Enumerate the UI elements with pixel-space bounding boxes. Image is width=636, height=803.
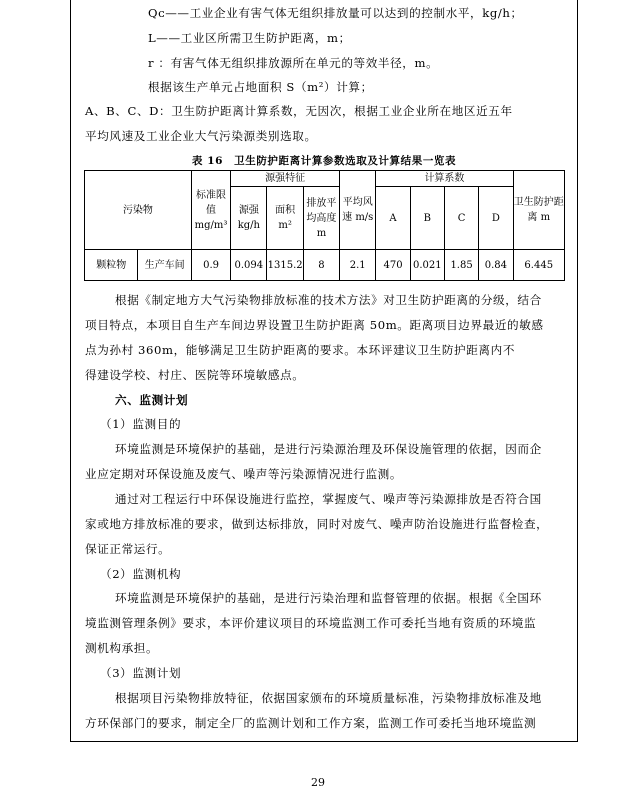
text-line: 测机构承担。 xyxy=(85,641,159,655)
text-line: A、B、C、D：卫生防护距离计算系数，无因次，根据工业企业所在地区近五年 xyxy=(85,104,513,118)
table-caption: 表 16 卫生防护距离计算参数选取及计算结果一览表 xyxy=(191,155,457,167)
cell-b: 0.021 xyxy=(410,250,444,281)
page-frame xyxy=(70,0,578,742)
text-line: 境监测管理条例》要求，本评价建议项目的环境监测工作可委托当地有资质的环境监 xyxy=(85,616,537,630)
text-line: 平均风速及工业企业大气污染源类别选取。 xyxy=(85,129,317,143)
header-strength: 源强 kg/h xyxy=(231,187,267,250)
header-area: 面积 m² xyxy=(267,187,303,250)
cell-height: 8 xyxy=(303,250,339,281)
header-wind: 平均风速 m/s xyxy=(340,171,376,250)
cell-wind: 2.1 xyxy=(340,250,376,281)
cell-dist: 6.445 xyxy=(513,250,565,281)
text-line: 保证正常运行。 xyxy=(85,542,171,556)
header-pollutant: 污染物 xyxy=(85,171,192,250)
text-line: 环境监测是环境保护的基础，是进行污染治理和监督管理的依据。根据《全国环 xyxy=(115,591,542,605)
cell-source: 生产车间 xyxy=(138,250,191,281)
text-line: 点为孙村 360m，能够满足卫生防护距离的要求。本环评建议卫生防护距离内不 xyxy=(85,343,516,357)
cell-std: 0.9 xyxy=(191,250,230,281)
text-line: 环境监测是环境保护的基础，是进行污染源治理及环保设施管理的依据，因而企 xyxy=(115,442,542,456)
header-a: A xyxy=(376,187,410,250)
text-line: L——工业区所需卫生防护距离，m； xyxy=(148,31,351,45)
text-line: r ：有害气体无组织排放源所在单元的等效半径，m。 xyxy=(148,56,439,70)
text-line: 得建设学校、村庄、医院等环境敏感点。 xyxy=(85,368,305,382)
header-coef: 计算系数 xyxy=(376,171,513,187)
text-line: 业应定期对环保设施及废气、噪声等污染源情况进行监测。 xyxy=(85,467,403,481)
text-line: 根据《制定地方大气污染物排放标准的技术方法》对卫生防护距离的分级，结合 xyxy=(115,293,542,307)
cell-area: 1315.2 xyxy=(267,250,303,281)
subsection-heading: （2）监测机构 xyxy=(100,567,182,581)
text-line: 根据该生产单元占地面积 S（m²）计算； xyxy=(148,80,373,94)
table-row xyxy=(85,250,565,281)
header-height: 排放平均高度 m xyxy=(303,187,339,250)
header-std: 标准限值 mg/m³ xyxy=(191,171,230,250)
text-line: 根据项目污染物排放特征，依据国家颁布的环境质量标准，污染物排放标准及地 xyxy=(115,691,542,705)
cell-strength: 0.094 xyxy=(231,250,267,281)
text-line: 方环保部门的要求，制定全厂的监测计划和工作方案，监测工作可委托当地环境监测 xyxy=(85,716,537,730)
cell-pollutant: 颗粒物 xyxy=(85,250,138,281)
header-c: C xyxy=(444,187,478,250)
page-number: 29 xyxy=(311,776,325,789)
text-line: 项目特点，本项目自生产车间边界设置卫生防护距离 50m。距离项目边界最近的敏感 xyxy=(85,318,544,332)
cell-a: 470 xyxy=(376,250,410,281)
header-b: B xyxy=(410,187,444,250)
text-line: 通过对工程运行中环保设施进行监控，掌握废气、噪声等污染源排放是否符合国 xyxy=(115,492,542,506)
cell-c: 1.85 xyxy=(444,250,478,281)
text-line: 家或地方排放标准的要求，做到达标排放，同时对废气、噪声防治设施进行监督检查， xyxy=(85,517,549,531)
subsection-heading: （1）监测目的 xyxy=(100,417,182,431)
cell-d: 0.84 xyxy=(479,250,513,281)
header-dist: 卫生防护距离 m xyxy=(513,171,565,250)
subsection-heading: （3）监测计划 xyxy=(100,666,182,680)
parameters-table xyxy=(84,170,565,281)
header-d: D xyxy=(479,187,513,250)
header-source: 源强特征 xyxy=(231,171,340,187)
section-heading: 六、监测计划 xyxy=(115,393,189,407)
text-line: Qᴄ——工业企业有害气体无组织排放量可以达到的控制水平，kg/h； xyxy=(148,6,523,20)
